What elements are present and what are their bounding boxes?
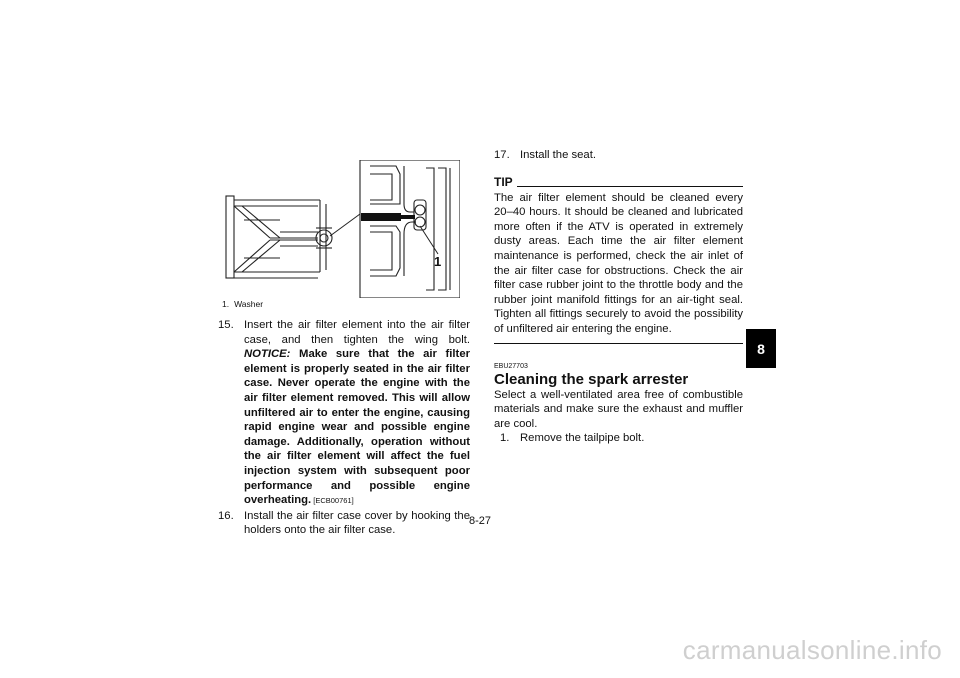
caption-text: Washer	[234, 299, 264, 309]
section-code: EBU27703	[494, 362, 528, 370]
substep-text: Remove the tailpipe bolt.	[520, 432, 645, 445]
tip-label: TIP	[494, 174, 513, 189]
notice-code: [ECB00761]	[311, 496, 354, 506]
air-filter-diagram	[220, 160, 460, 298]
figure-caption	[222, 299, 263, 309]
substep-1	[500, 431, 743, 446]
watermark: carmanualsonline.info	[682, 635, 942, 665]
notice-text: Make sure that the air filter element is properly seated in the air filter case. Never operate the engine with the air filter element removed. This will allow unfiltered air to enter the engine, causing rapid engine wear and possible engine damage. Additionally, operation without the air filter element will affect the fuel injection system with subsequent poor performance and possible engine overheating.	[244, 348, 470, 507]
tip-rule	[517, 186, 743, 187]
chapter-tab: 8	[746, 329, 776, 368]
step-number: 15.	[218, 319, 234, 331]
page-number: 8-27	[468, 515, 492, 527]
step-text: Install the air filter case cover by hooking the holders onto the air filter case.	[244, 509, 470, 537]
left-column	[218, 318, 470, 538]
tip-text: The air filter element should be cleaned every 20–40 hours. It should be cleaned and lubricated more often if the ATV is operated in extremely dusty areas. Each time the air filter element maintenance is performed, check the air inlet of the air filter case for obstructions. Check the air filter case rubber joint to the throttle body and the rubber joint manifold fittings for an air-tight seal. Tighten all fittings securely to avoid the possibility of unfiltered air entering the engine.	[494, 191, 743, 335]
step-number: 16.	[218, 509, 234, 522]
step-text: Insert the air filter element into the air filter case, and then tighten the wing bolt.	[244, 319, 470, 346]
tip-end-rule	[494, 343, 743, 344]
tip-header	[494, 176, 743, 189]
substep-number: 1.	[500, 432, 510, 445]
section-title: Cleaning the spark arrester	[494, 370, 689, 388]
figure-callout: 1	[434, 254, 442, 269]
notice-label: NOTICE:	[244, 348, 291, 361]
right-column	[494, 148, 743, 446]
air-filter-figure	[220, 160, 460, 298]
step-number: 17.	[494, 149, 510, 161]
caption-number: 1.	[222, 299, 230, 309]
step-text: Install the seat.	[520, 149, 596, 161]
step-17	[494, 148, 743, 163]
step-15	[218, 318, 470, 509]
section-body: Select a well-ventilated area free of combustible materials and make sure the exhaust and muffler are cool.	[494, 388, 743, 430]
